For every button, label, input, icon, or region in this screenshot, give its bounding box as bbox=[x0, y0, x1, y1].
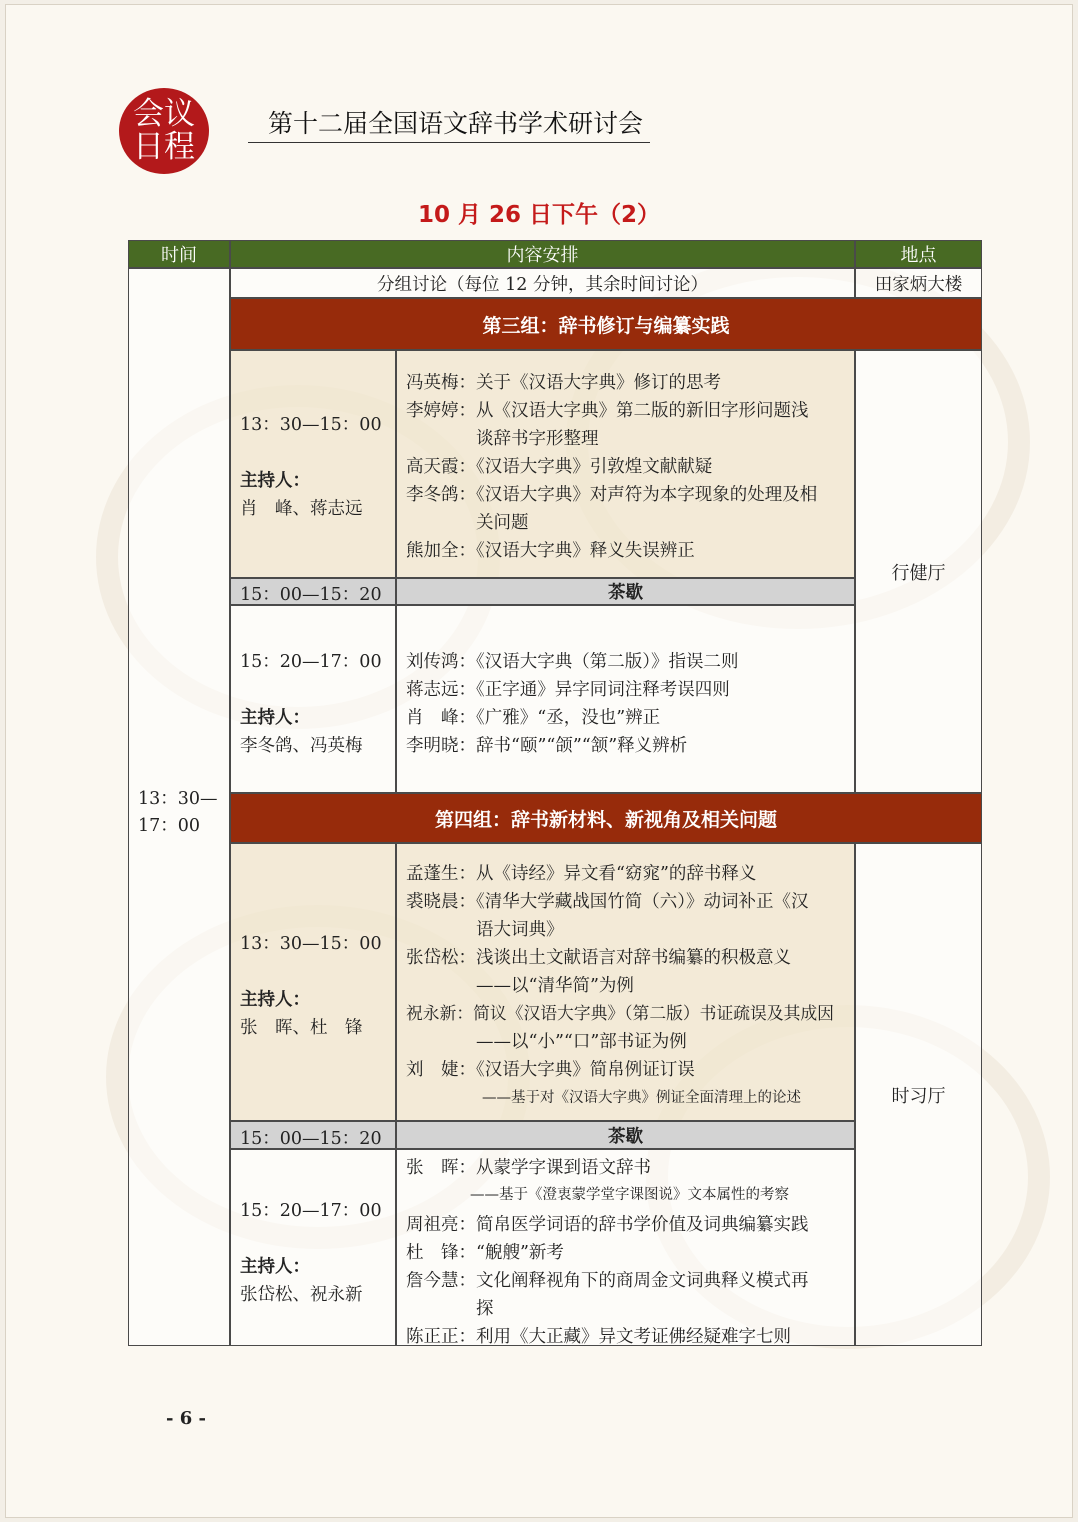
group3-session1-time: 13：30—15：00 bbox=[240, 415, 382, 435]
group4-venue: 时习厅 bbox=[855, 843, 982, 1346]
page-number: - 6 - bbox=[166, 1408, 206, 1429]
group4-session2-time: 15：20—17：00 bbox=[240, 1201, 382, 1221]
talk-line: 谈辞书字形整理 bbox=[406, 429, 599, 449]
overall-time-line1: 13：30— bbox=[138, 789, 218, 809]
group4-title: 第四组：辞书新材料、新视角及相关问题 bbox=[230, 793, 982, 843]
talk-line: 李冬鸽：《汉语大字典》对声符为本字现象的处理及相 bbox=[406, 485, 818, 505]
talk-line: 张 晖：从蒙学字课到语文辞书 bbox=[406, 1158, 651, 1178]
day-title: 10 月 26 日下午（2） bbox=[417, 202, 661, 228]
group4-session1-hosts: 张 晖、杜 锋 bbox=[240, 1018, 363, 1038]
group3-session2-time: 15：20—17：00 bbox=[240, 652, 382, 672]
talk-line: 蒋志远：《正字通》异字同词注释考误四则 bbox=[406, 680, 730, 700]
group4-break-label: 茶歇 bbox=[396, 1121, 855, 1149]
talk-subtitle: ——基于《澄衷蒙学堂字课图说》文本属性的考察 bbox=[470, 1187, 789, 1203]
group3-break-label: 茶歇 bbox=[396, 578, 855, 605]
group4-session1-host-label: 主持人： bbox=[240, 990, 310, 1010]
schedule-badge bbox=[119, 88, 209, 174]
group3-venue: 行健厅 bbox=[855, 350, 982, 793]
talk-line: 语大词典》 bbox=[406, 920, 564, 940]
talk-line: 刘传鸿：《汉语大字典（第二版）》指误二则 bbox=[406, 652, 739, 672]
overall-time-line2: 17：00 bbox=[138, 816, 201, 836]
talk-line: 熊加全：《汉语大字典》释义失误辨正 bbox=[406, 541, 695, 561]
group3-session2-host-label: 主持人： bbox=[240, 708, 310, 728]
talk-line: 关问题 bbox=[406, 513, 529, 533]
group3-session1-host-label: 主持人： bbox=[240, 471, 310, 491]
talk-line: 刘 婕：《汉语大字典》简帛例证订误 bbox=[406, 1060, 695, 1080]
talk-line: 探 bbox=[406, 1299, 494, 1319]
talk-line: 李婷婷：从《汉语大字典》第二版的新旧字形问题浅 bbox=[406, 401, 809, 421]
talk-line: 肖 峰：《广雅》“丞，没也”辨正 bbox=[406, 708, 661, 728]
talk-line: 祝永新：简议《汉语大字典》（第二版）书证疏误及其成因 bbox=[406, 1003, 834, 1023]
group3-session2-hosts: 李冬鸽、冯英梅 bbox=[240, 736, 363, 756]
conference-title: 第十二届全国语文辞书学术研讨会 bbox=[248, 104, 650, 143]
talk-line: 裘晓晨：《清华大学藏战国竹简（六）》动词补正《汉 bbox=[406, 892, 809, 912]
group3-title: 第三组：辞书修订与编纂实践 bbox=[230, 298, 982, 350]
talk-line: 陈正正：利用《大正藏》异文考证佛经疑难字七则 bbox=[406, 1327, 791, 1347]
header-content: 内容安排 bbox=[230, 240, 855, 268]
group4-session2-host-label: 主持人： bbox=[240, 1257, 310, 1277]
badge-line2: 日程 bbox=[133, 129, 195, 165]
header-time: 时间 bbox=[128, 240, 230, 268]
discussion-note: 分组讨论（每位 12 分钟，其余时间讨论） bbox=[230, 268, 855, 298]
group3-break-time: 15：00—15：20 bbox=[240, 585, 382, 605]
talk-line: ——以“清华简”为例 bbox=[406, 976, 634, 996]
talk-line: 杜 锋：“觬艘”新考 bbox=[406, 1243, 564, 1263]
group3-session1-time-cell bbox=[230, 350, 396, 578]
header-venue: 地点 bbox=[855, 240, 982, 268]
group3-session2-time-cell bbox=[230, 605, 396, 793]
badge-line1: 会议 bbox=[133, 96, 195, 132]
talk-line: 冯英梅：关于《汉语大字典》修订的思考 bbox=[406, 373, 721, 393]
group4-session1-time-cell bbox=[230, 843, 396, 1121]
talk-line: 周祖亮：简帛医学词语的辞书学价值及词典编纂实践 bbox=[406, 1215, 809, 1235]
group4-break-time: 15：00—15：20 bbox=[240, 1129, 382, 1149]
talk-subtitle: ——基于对《汉语大字典》例证全面清理上的论述 bbox=[482, 1090, 801, 1106]
talk-line: ——以“小”“口”部书证为例 bbox=[406, 1032, 687, 1052]
group4-session1-time: 13：30—15：00 bbox=[240, 934, 382, 954]
group4-session2-hosts: 张岱松、祝永新 bbox=[240, 1285, 363, 1305]
group4-session2-time-cell bbox=[230, 1149, 396, 1346]
talk-line: 詹今慧：文化阐释视角下的商周金文词典释义模式再 bbox=[406, 1271, 809, 1291]
group3-session1-hosts: 肖 峰、蒋志远 bbox=[240, 499, 363, 519]
building-name: 田家炳大楼 bbox=[855, 268, 982, 298]
talk-line: 张岱松：浅谈出土文献语言对辞书编纂的积极意义 bbox=[406, 948, 791, 968]
talk-line: 高天霞：《汉语大字典》引敦煌文献献疑 bbox=[406, 457, 713, 477]
talk-line: 李明晓：辞书“颐”“颌”“颔”释义辨析 bbox=[406, 736, 688, 756]
talk-line: 孟蓬生：从《诗经》异文看“窈窕”的辞书释义 bbox=[406, 864, 757, 884]
